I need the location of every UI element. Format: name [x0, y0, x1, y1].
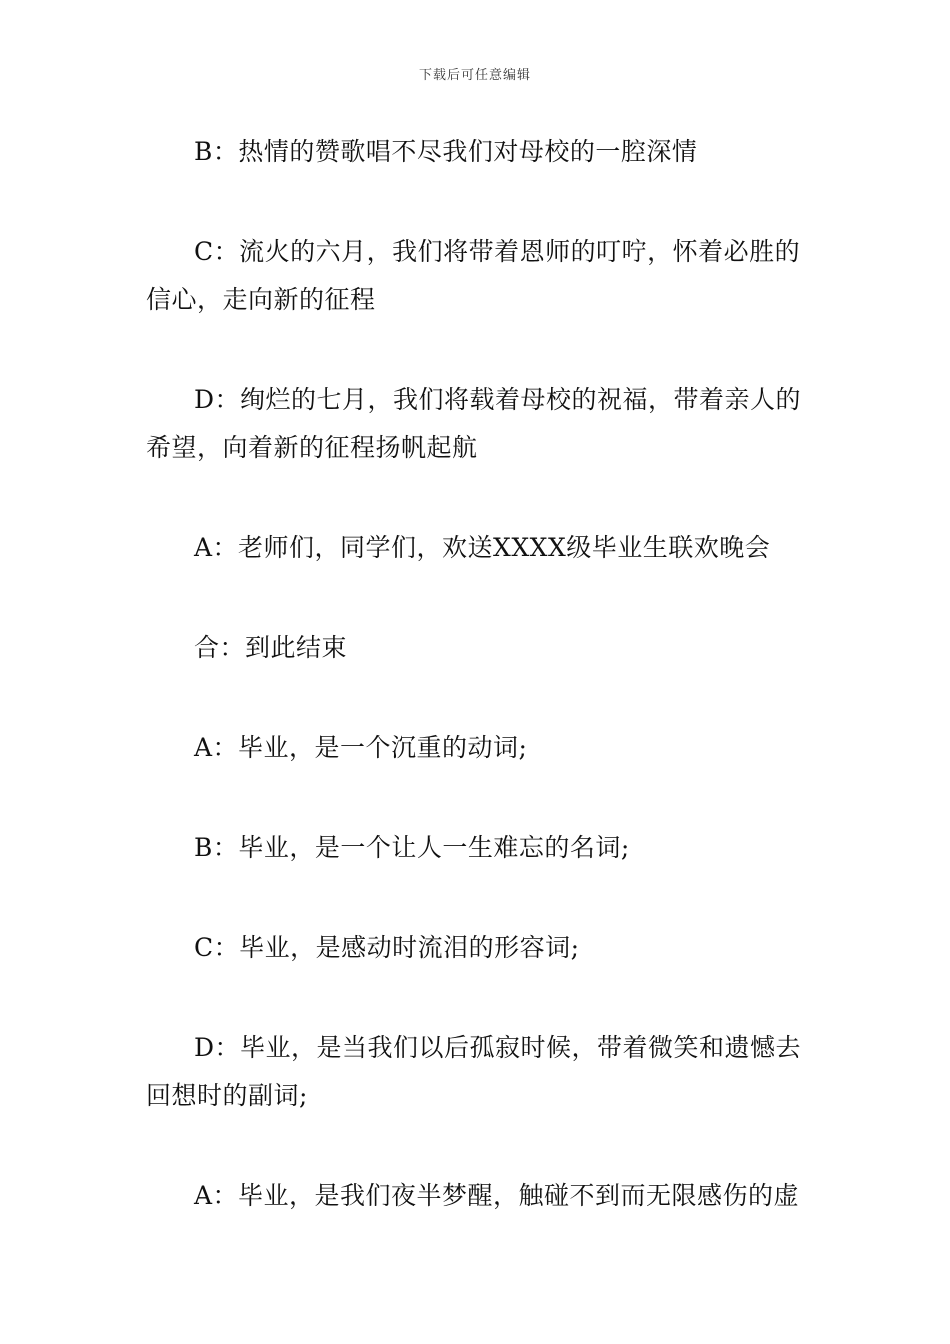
paragraph-a-dream: A：毕业，是我们夜半梦醒，触碰不到而无限感伤的虚 — [194, 1181, 800, 1210]
page-header: 下载后可任意编辑 — [418, 68, 531, 83]
paragraph-b-noun: B：毕业，是一个让人一生难忘的名词; — [194, 833, 630, 862]
paragraph-d-adverb: D：毕业，是当我们以后孤寂时候，带着微笑和遗憾去回想时的副词; — [146, 1033, 802, 1110]
paragraph-together-end: 合：到此结束 — [194, 633, 348, 662]
paragraph-b-hymn: B：热情的赞歌唱不尽我们对母校的一腔深情 — [194, 137, 698, 166]
paragraph-d-july: D：绚烂的七月，我们将载着母校的祝福，带着亲人的希望，向着新的征程扬帆起航 — [146, 385, 802, 462]
document-body — [146, 128, 808, 1272]
paragraph-c-june: C：流火的六月，我们将带着恩师的叮咛，怀着必胜的信心，走向新的征程 — [146, 237, 801, 314]
paragraph-c-adjective: C：毕业，是感动时流泪的形容词; — [194, 933, 580, 962]
paragraph-a-farewell: A：老师们，同学们，欢送XXXX级毕业生联欢晚会 — [194, 533, 771, 562]
paragraph-a-verb: A：毕业，是一个沉重的动词; — [194, 733, 528, 762]
